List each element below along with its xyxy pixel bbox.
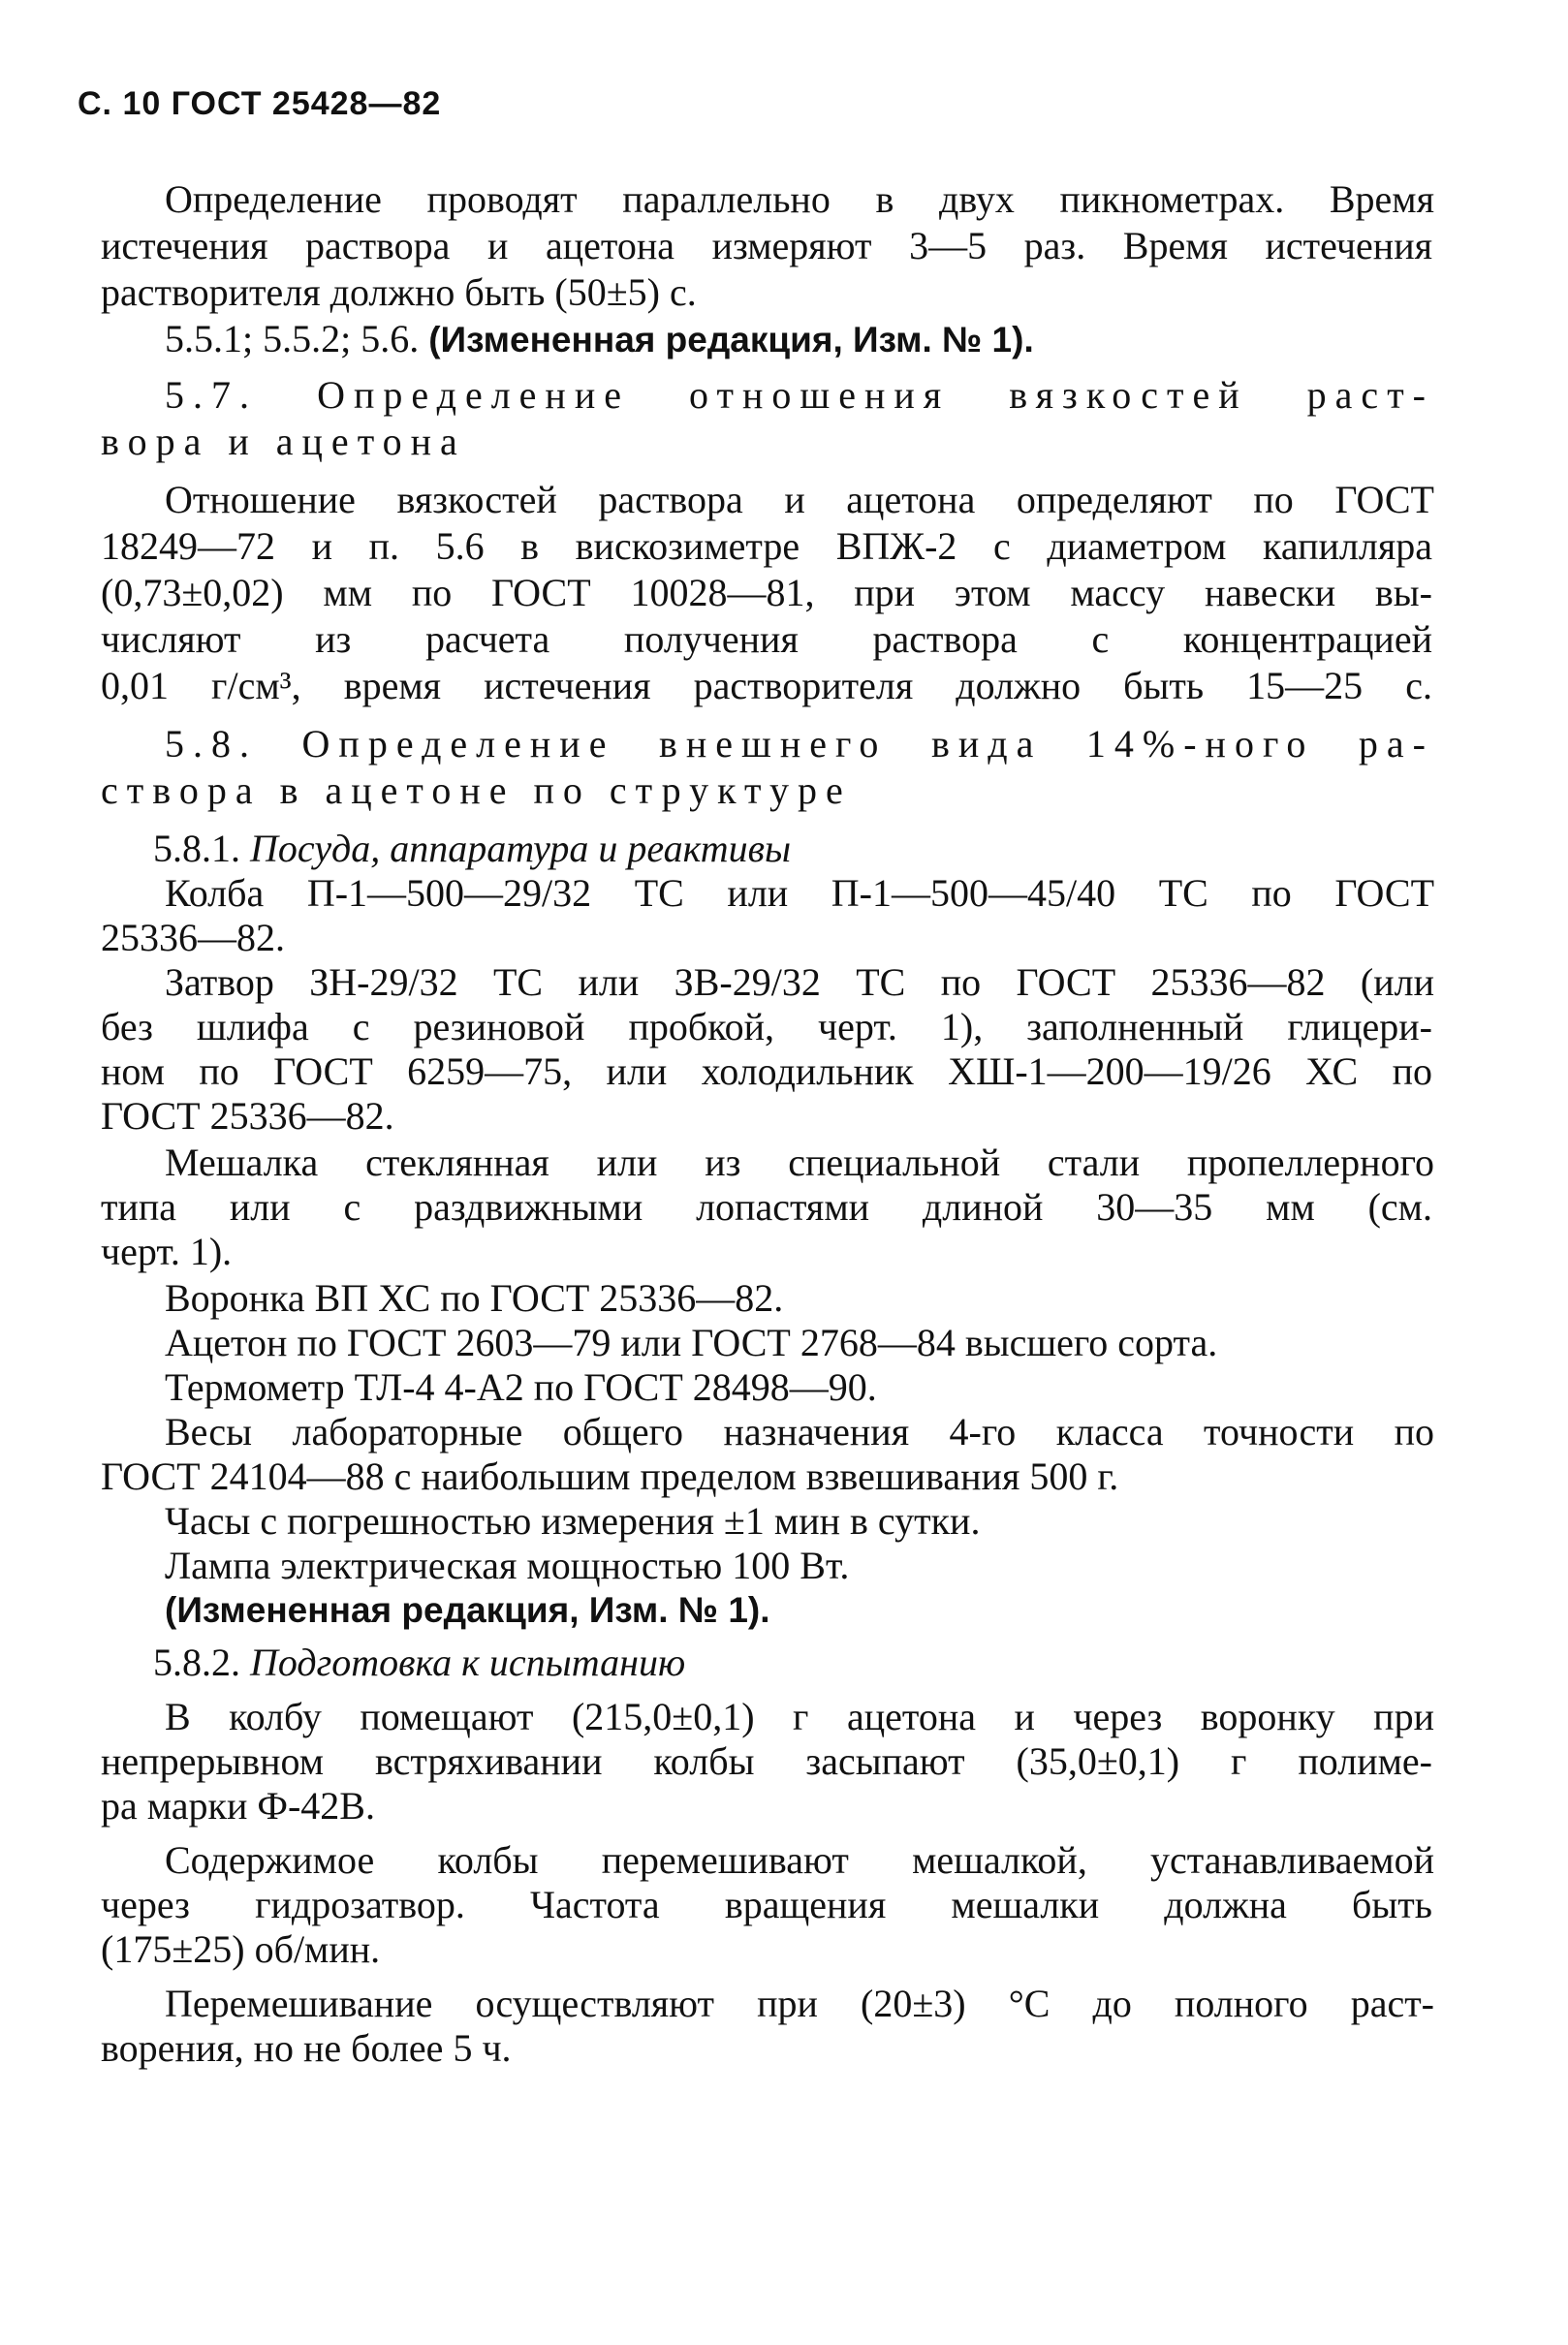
list-item: Лампа электрическая мощностью 100 Вт.: [165, 1544, 850, 1587]
list-item: ГОСТ 24104—88 с наибольшим пределом взвешивания 500 г.: [101, 1454, 1119, 1498]
revision-note: (Измененная редакция, Изм. № 1).: [165, 1590, 770, 1630]
section-heading: створа в ацетоне по структуре: [101, 768, 852, 812]
list-item: типа или с раздвижными лопастями длиной 30—35 мм (см.: [101, 1185, 1432, 1229]
list-item: Весы лабораторные общего назначения 4-го класса точности по: [165, 1410, 1434, 1454]
text-line: Содержимое колбы перемешивают мешалкой, устанавливаемой: [165, 1838, 1434, 1882]
section-heading: 5.8. Определение внешнего вида 14%-ного ра-: [165, 722, 1434, 766]
text-line: [165, 316, 1434, 363]
page-header: С. 10 ГОСТ 25428—82: [78, 85, 442, 122]
text-line: ра марки Ф-42В.: [101, 1784, 375, 1828]
text-line: 0,01 г/см³, время истечения растворителя должно быть 15—25 с.: [101, 664, 1432, 707]
list-item: Воронка ВП ХС по ГОСТ 25336—82.: [165, 1276, 784, 1320]
text-line: 18249—72 и п. 5.6 в вискозиметре ВПЖ-2 с диаметром капилляра: [101, 524, 1432, 568]
text-line: истечения раствора и ацетона измеряют 3—5 раз. Время истечения: [101, 224, 1432, 267]
subsection-number: 5.8.2.: [153, 1641, 240, 1684]
text-line: Определение проводят параллельно в двух пикнометрах. Время: [165, 177, 1434, 221]
text-line: растворителя должно быть (50±5) с.: [101, 270, 697, 314]
list-item: Колба П-1—500—29/32 ТС или П-1—500—45/40 ТС по ГОСТ: [165, 871, 1434, 915]
list-item: Часы с погрешностью измерения ±1 мин в сутки.: [165, 1499, 981, 1543]
list-item: 25336—82.: [101, 916, 285, 959]
text-line: Отношение вязкостей раствора и ацетона определяют по ГОСТ: [165, 478, 1434, 521]
list-item: Ацетон по ГОСТ 2603—79 или ГОСТ 2768—84 высшего сорта.: [165, 1321, 1218, 1364]
section-heading: 5.7. Определение отношения вязкостей раст-: [165, 373, 1434, 417]
list-item: Мешалка стеклянная или из специальной стали пропеллерного: [165, 1141, 1434, 1184]
subsection-title: Подготовка к испытанию: [250, 1641, 686, 1684]
subsection-heading: [153, 1640, 1423, 1686]
revision-note: (Измененная редакция, Изм. № 1).: [428, 320, 1034, 360]
section-refs: 5.5.1; 5.5.2; 5.6.: [165, 317, 420, 360]
subsection-title: Посуда, аппаратура и реактивы: [250, 827, 792, 870]
text-line: (175±25) об/мин.: [101, 1927, 381, 1971]
list-item: Термометр ТЛ-4 4-А2 по ГОСТ 28498—90.: [165, 1365, 877, 1409]
list-item: без шлифа с резиновой пробкой, черт. 1), заполненный глицери-: [101, 1005, 1432, 1048]
text-line: числяют из расчета получения раствора с концентрацией: [101, 617, 1432, 661]
list-item: ГОСТ 25336—82.: [101, 1094, 394, 1138]
section-heading: вора и ацетона: [101, 420, 466, 463]
text-line: непрерывном встряхивании колбы засыпают (35,0±0,1) г полиме-: [101, 1739, 1432, 1783]
list-item: Затвор ЗН-29/32 ТС или ЗВ-29/32 ТС по ГОСТ 25336—82 (или: [165, 960, 1434, 1004]
text-line: ворения, но не более 5 ч.: [101, 2026, 512, 2070]
text-line: Перемешивание осуществляют при (20±3) °С до полного раст-: [165, 1982, 1434, 2025]
list-item: черт. 1).: [101, 1230, 233, 1273]
subsection-heading: [153, 826, 1423, 872]
text-line: (0,73±0,02) мм по ГОСТ 10028—81, при этом массу навески вы-: [101, 571, 1432, 614]
text-line: В колбу помещают (215,0±0,1) г ацетона и через воронку при: [165, 1695, 1434, 1738]
list-item: ном по ГОСТ 6259—75, или холодильник ХШ-1—200—19/26 ХС по: [101, 1049, 1432, 1093]
subsection-number: 5.8.1.: [153, 827, 240, 870]
text-line: через гидрозатвор. Частота вращения мешалки должна быть: [101, 1883, 1432, 1926]
